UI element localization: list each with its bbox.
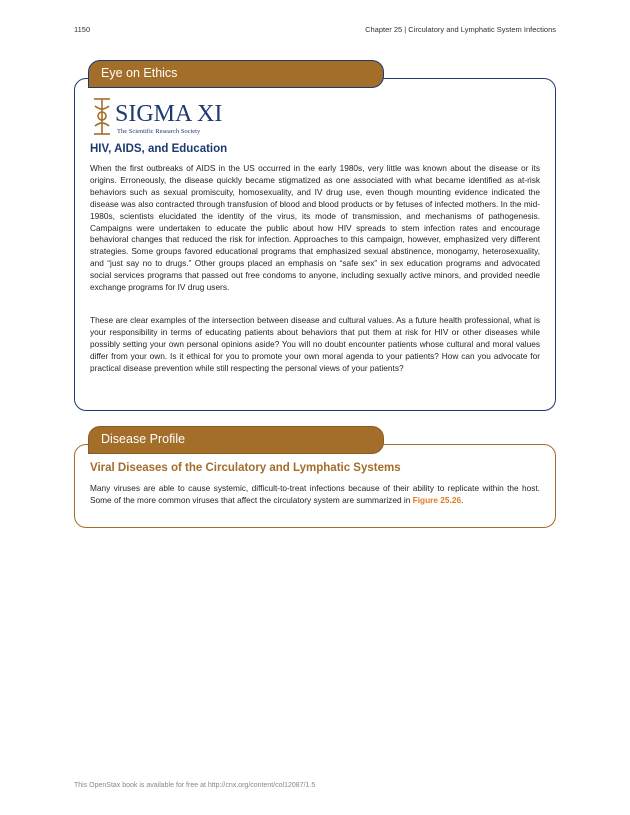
footer-text: This OpenStax book is available for free at http://cnx.org/content/col12087/1.5 (74, 782, 316, 789)
disease-paragraph (90, 483, 540, 507)
disease-title: Viral Diseases of the Circulatory and Lymphatic Systems (90, 462, 401, 474)
page-number: 1150 (74, 25, 91, 34)
ethics-paragraph-1: When the first outbreaks of AIDS in the US occurred in the early 1980s, very little was known about the disease or its origins. Erroneously, the disease quickly became stigmatized as one associated with what became identified as at-risk behaviors such as sexual promiscuity, homosexuality, and IV drug use, even though mounting evidence indicated the disease was also contracted through transfusion of blood and blood products or by fetuses of infected mothers. In the mid-1980s, scientists elucidated the identity of the virus, its mode of transmission, and mechanisms of pathogenesis. Campaigns were undertaken to educate the public about how HIV spreads to stem infection rates and encourage behavioral changes that reduced the risk for infection. Approaches to this campaign, however, emphasized very different strategies. Some groups favored educational programs that emphasized sexual abstinence, monogamy, heterosexuality, and “just say no to drugs.” Other groups placed an emphasis on “safe sex” in sex education programs and advocated social services programs that passed out free condoms to anyone, including sexually active minors, and provided needle exchange programs for IV drug users. (90, 163, 540, 293)
disease-paragraph-text: Many viruses are able to cause systemic, difficult-to-treat infections because of their ability to replicate within the host. Some of the more common viruses that affect the circulatory system are summarized in (90, 483, 540, 505)
figure-25-26-link[interactable]: Figure 25.26 (412, 494, 462, 505)
ethics-title: HIV, AIDS, and Education (90, 143, 228, 155)
logo-subtitle: The Scientific Research Society (117, 128, 201, 135)
chapter-header: Chapter 25 | Circulatory and Lymphatic System Infections (365, 25, 556, 34)
disease-profile-tab: Disease Profile (88, 426, 384, 454)
disease-paragraph-end: . (461, 494, 464, 505)
sigma-xi-logo (90, 96, 230, 138)
ethics-paragraph-2: These are clear examples of the intersection between disease and cultural values. As a future health professional, what is your responsibility in terms of educating patients about behaviors that put them at risk for HIV or other diseases while possibly setting your own personal opinions aside? You will no doubt encounter patients whose cultural and moral values differ from your own. Is it ethical for you to promote your own moral agenda to your patients? How can you advocate for practical disease prevention while still respecting the personal views of your patients? (90, 315, 540, 373)
logo-wordmark: SIGMA XI (115, 101, 223, 127)
eye-on-ethics-tab: Eye on Ethics (88, 60, 384, 88)
